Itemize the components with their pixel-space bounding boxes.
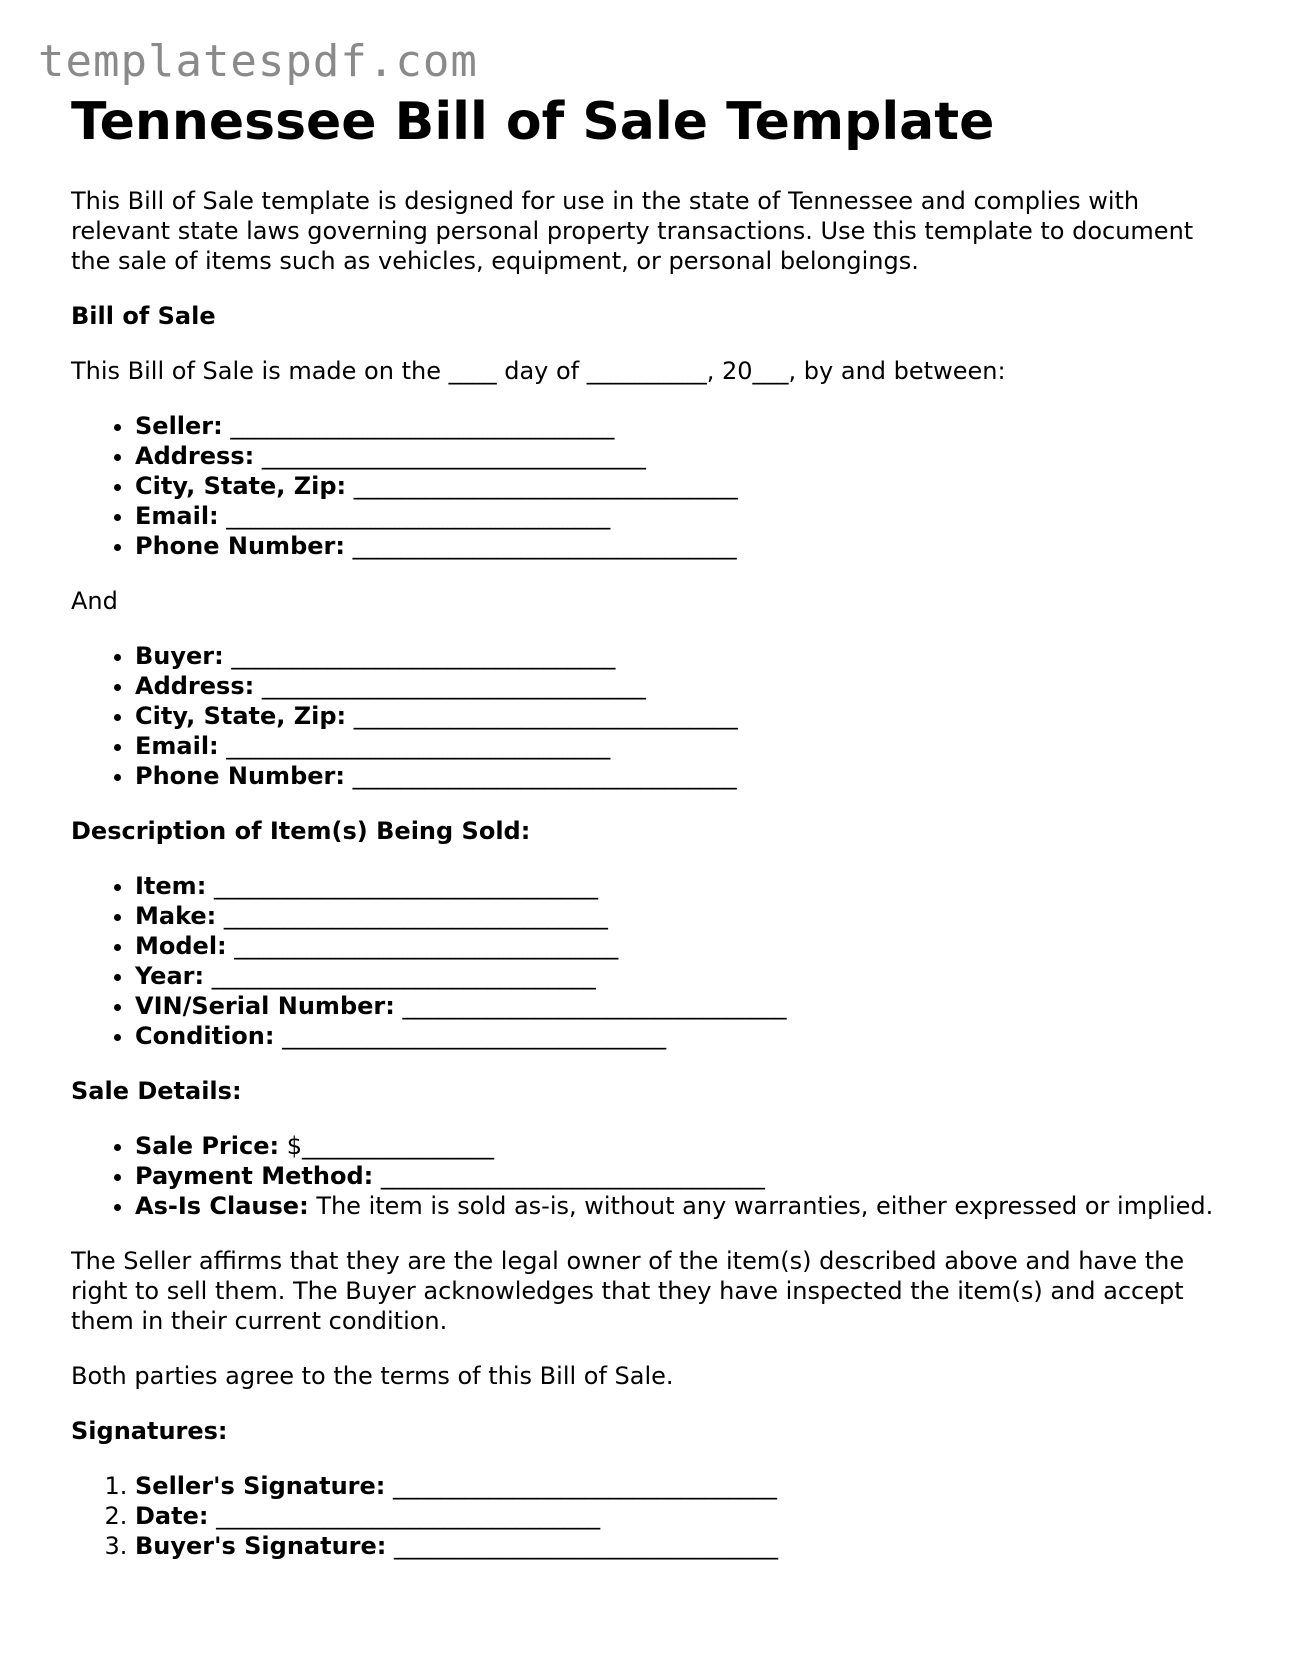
agreement-paragraph: Both parties agree to the terms of this Bill of Sale. (71, 1362, 674, 1390)
signature-date-field: 2. Date: ________________________________ (135, 1501, 1231, 1531)
seller-address-field: • Address: ________________________________ (135, 441, 1231, 471)
buyer-city-state-zip-field: • City, State, Zip: ________________________________ (135, 701, 1231, 731)
buyer-email-field: • Email: ________________________________ (135, 731, 1231, 761)
payment-method-field: • Payment Method: ________________________________ (135, 1161, 1231, 1191)
description-heading: Description of Item(s) Being Sold: (71, 817, 531, 845)
bill-heading: Bill of Sale (71, 302, 216, 330)
seller-list (71, 411, 1231, 561)
intro-paragraph: This Bill of Sale template is designed for use in the state of Tennessee and complies with relevant state laws governing personal property transactions. Use this template to document the sale of items such as vehicles, equipment, or personal belongings. (71, 187, 1194, 275)
buyer-list (71, 641, 1231, 791)
buyer-address-field: • Address: ________________________________ (135, 671, 1231, 701)
item-field: • Item: ________________________________ (135, 871, 1231, 901)
and-text: And (71, 587, 118, 615)
watermark: templatespdf.com (38, 36, 478, 87)
sale-details-heading: Sale Details: (71, 1077, 242, 1105)
made-on-line: This Bill of Sale is made on the ____ day of __________, 20___, by and between: (71, 357, 1006, 385)
sale-price-field: • Sale Price: $________________ (135, 1131, 1231, 1161)
signatures-heading: Signatures: (71, 1417, 228, 1445)
buyer-phone-field: • Phone Number: ________________________________ (135, 761, 1231, 791)
document (71, 92, 1231, 1561)
item-list (71, 871, 1231, 1051)
buyer-signature-field: 3. Buyer's Signature: ________________________________ (135, 1531, 1231, 1561)
seller-signature-field: 1. Seller's Signature: ________________________________ (135, 1471, 1231, 1501)
sale-details-list (71, 1131, 1231, 1221)
model-field: • Model: ________________________________ (135, 931, 1231, 961)
vin-serial-field: • VIN/Serial Number: ________________________________ (135, 991, 1231, 1021)
affirmation-paragraph: The Seller affirms that they are the legal owner of the item(s) described above and have the right to sell them. The Buyer acknowledges that they have inspected the item(s) and accept them in their current condition. (71, 1247, 1185, 1335)
condition-field: • Condition: ________________________________ (135, 1021, 1231, 1051)
as-is-clause: • As-Is Clause: The item is sold as-is, without any warranties, either expressed or implied. (135, 1191, 1215, 1221)
seller-name-field: • Seller: ________________________________ (135, 411, 1231, 441)
seller-city-state-zip-field: • City, State, Zip: ________________________________ (135, 471, 1231, 501)
buyer-name-field: • Buyer: ________________________________ (135, 641, 1231, 671)
seller-phone-field: • Phone Number: ________________________________ (135, 531, 1231, 561)
make-field: • Make: ________________________________ (135, 901, 1231, 931)
signatures-list (71, 1471, 1231, 1561)
page-title: Tennessee Bill of Sale Template (71, 92, 995, 152)
year-field: • Year: ________________________________ (135, 961, 1231, 991)
seller-email-field: • Email: ________________________________ (135, 501, 1231, 531)
